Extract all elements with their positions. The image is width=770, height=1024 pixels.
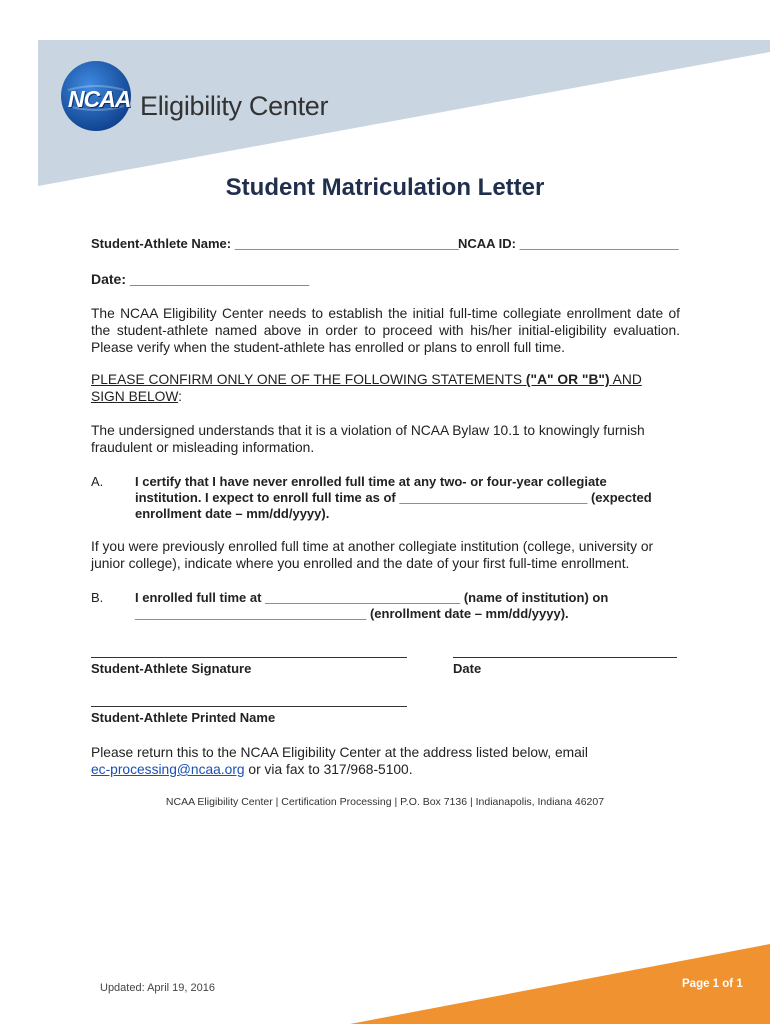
statement-a-line1: I certify that I have never enrolled full time at any two- or four-year collegiate: [135, 474, 607, 489]
return-fax: or via fax to 317/968-5100.: [244, 762, 413, 777]
confirm-colon: :: [178, 389, 182, 404]
brand-name: Eligibility Center: [140, 91, 329, 121]
printed-name-label: Student-Athlete Printed Name: [91, 710, 276, 725]
previously-enrolled-paragraph: If you were previously enrolled full time at another collegiate institution (college, university or junior college), indicate where you enrolled and the date of your first full-time enrollment.: [91, 539, 654, 571]
updated-date: Updated: April 19, 2016: [100, 982, 215, 994]
statement-a-text[interactable]: [135, 474, 652, 522]
return-line1: Please return this to the NCAA Eligibility Center at the address listed below, email: [91, 745, 588, 760]
confirm-part1: PLEASE CONFIRM ONLY ONE OF THE FOLLOWING STATEMENTS: [91, 372, 523, 387]
confirm-instruction: [91, 371, 671, 405]
address-line: NCAA Eligibility Center | Certification Processing | P.O. Box 7136 | Indianapolis, Indiana 46207: [165, 796, 605, 808]
return-paragraph: [91, 744, 691, 778]
statement-a-line2: institution. I expect to enroll full time as of __________________________ (expected: [135, 490, 652, 505]
intro-paragraph: The NCAA Eligibility Center needs to establish the initial full-time collegiate enrollment date of the student-athlete named above in order to proceed with his/her initial-eligibility evaluation. Please verify when the student-athlete has enrolled or plans to enroll full time.: [91, 306, 680, 355]
statement-a-line3: enrollment date – mm/dd/yyyy).: [135, 506, 330, 521]
undersigned-paragraph: The undersigned understands that it is a violation of NCAA Bylaw 10.1 to knowingly furnish fraudulent or misleading information.: [91, 423, 645, 455]
statement-b-line2: ________________________________ (enrollment date – mm/dd/yyyy).: [135, 606, 569, 621]
statement-b-label: B.: [91, 590, 104, 605]
confirm-part3: AND SIGN BELOW: [91, 372, 642, 404]
signature-label: Student-Athlete Signature: [91, 661, 252, 676]
date-field[interactable]: Date: _______________________: [91, 271, 309, 287]
page-number: Page 1 of 1: [682, 978, 743, 990]
return-line2: [91, 761, 691, 778]
page-title: Student Matriculation Letter: [225, 174, 545, 201]
printed-name-line[interactable]: [91, 706, 407, 707]
email-link[interactable]: ec-processing@ncaa.org: [91, 762, 245, 777]
ncaa-id-field[interactable]: NCAA ID: ______________________: [458, 236, 679, 251]
signature-line[interactable]: [91, 657, 407, 658]
date-line[interactable]: [453, 657, 677, 658]
confirm-part2: ("A" OR "B"): [522, 372, 610, 387]
statement-a-label: A.: [91, 474, 104, 489]
student-name-field[interactable]: Student-Athlete Name: _______________________________: [91, 236, 459, 251]
date-label: Date: [453, 661, 482, 676]
logo-text: NCAA: [68, 86, 131, 112]
statement-b-line1: I enrolled full time at ___________________________ (name of institution) on: [135, 590, 609, 605]
statement-b-text[interactable]: [135, 590, 608, 622]
